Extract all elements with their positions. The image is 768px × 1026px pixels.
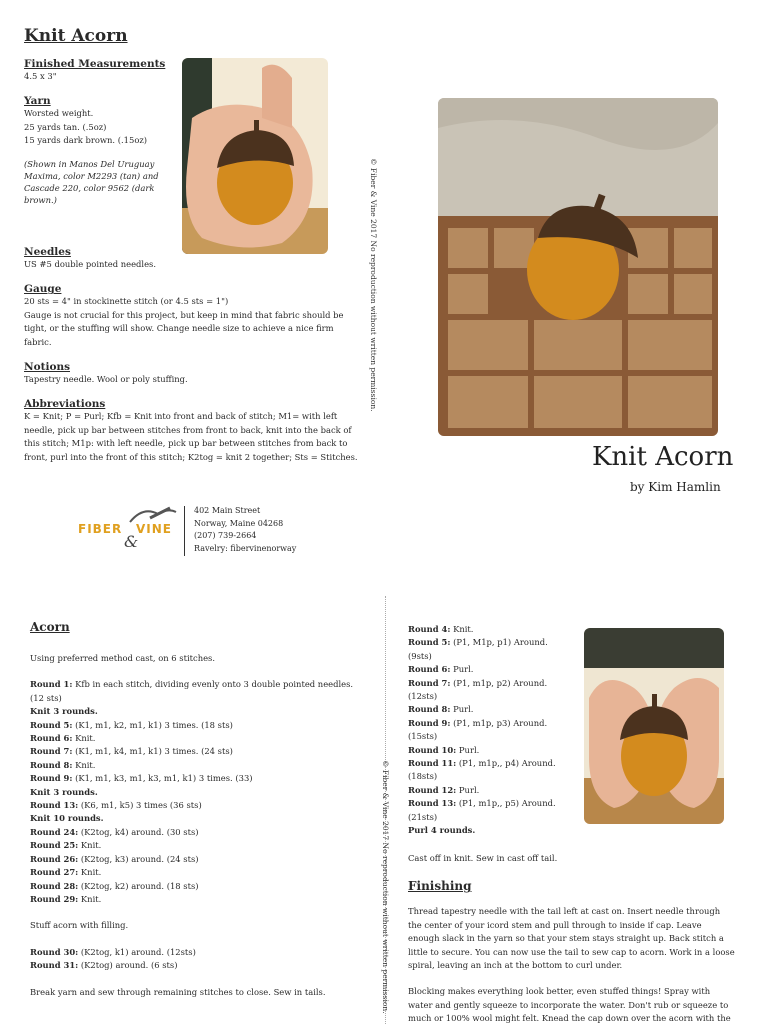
round-instruction: Purl. [450, 664, 474, 675]
round-instruction: (K2tog, k2) around. (18 sts) [78, 880, 199, 891]
round-instruction: (K1, m1, k4, m1, k1) 3 times. (24 sts) [72, 746, 233, 757]
round-line [30, 946, 370, 959]
round-label: Round 8: [408, 704, 451, 715]
round-line [30, 786, 370, 799]
acorn-in-hands-photo [182, 58, 328, 254]
finishing-heading: Finishing [408, 879, 472, 894]
round-line [408, 623, 588, 636]
round-line [30, 705, 370, 718]
round-instruction: Purl. [450, 704, 474, 715]
round-label: Round 13: [408, 798, 457, 809]
round-instruction: Knit. [78, 840, 102, 851]
round-instruction: (K2tog, k4) around. (30 sts) [78, 826, 199, 837]
yarn-line: 15 yards dark brown. (.15oz) [24, 135, 148, 146]
round-line [408, 744, 588, 757]
store-address [194, 505, 296, 555]
round-label: Knit 3 rounds. [30, 786, 98, 797]
round-instruction: (9sts) [408, 650, 432, 661]
copyright-vertical-top: © Fiber & Vine 2017 No reproduction without written permission. [369, 158, 378, 412]
round-line [30, 880, 370, 893]
round-line [408, 730, 588, 743]
round-label: Round 24: [30, 826, 79, 837]
address-line: Norway, Maine 04268 [194, 518, 284, 528]
round-line [30, 799, 370, 812]
round-label: Knit 3 rounds. [30, 706, 98, 717]
round-instruction: (P1, m1p, p3) Around. [450, 717, 548, 728]
round-label: Round 26: [30, 853, 79, 864]
round-instruction: (P1, M1p, p1) Around. [450, 637, 548, 648]
round-label: Round 12: [408, 784, 457, 795]
copyright-vertical-bottom: © Fiber & Vine 2017 No reproduction without written permission. [381, 760, 390, 1014]
round-instruction: (K2tog, k1) around. (12sts) [78, 946, 196, 957]
round-label: Round 10: [408, 744, 457, 755]
cast-on-text: Using preferred method cast, on 6 stitches. [30, 653, 216, 663]
round-instruction: (15sts) [408, 731, 438, 742]
left-column-top [24, 58, 184, 206]
round-instruction: Knit. [72, 759, 96, 770]
round-line [30, 772, 370, 785]
gauge-line: tight, or the stuffing will show. Change needle size to achieve a nice firm [24, 323, 334, 334]
left-column-bottom [24, 246, 364, 464]
finished-measurements-value: 4.5 x 3" [24, 71, 57, 81]
round-label: Round 25: [30, 840, 79, 851]
round-line [30, 692, 370, 705]
finishing-line: enough slack in the yarn so that your stem stays straight up. Back stitch a [408, 933, 724, 944]
yarn-note-line: Maxima, color M2293 (tan) and [24, 170, 159, 181]
round-instruction: (P1, m1p, p2) Around. [450, 677, 548, 688]
fiber-vine-logo [78, 506, 186, 556]
round-instruction: Purl. [456, 744, 480, 755]
cap-instructions [408, 623, 588, 838]
finishing-line: spiral, leaving an inch at the bottom to curl under. [408, 960, 623, 971]
address-line: (207) 739-2664 [194, 531, 257, 540]
round-instruction: (K1, m1, k2, m1, k1) 3 times. (18 sts) [72, 719, 233, 730]
round-instruction: Knit. [72, 733, 96, 744]
round-label: Purl 4 rounds. [408, 825, 476, 836]
abbreviation-line: this stitch; M1p: with left needle, pick up bar between stitches from back to [24, 438, 348, 449]
needles-heading: Needles [24, 246, 71, 258]
round-instruction: (K6, m1, k5) 3 times (36 sts) [78, 800, 202, 811]
acorn-instructions [30, 620, 370, 999]
round-label: Round 11: [408, 758, 457, 769]
round-instruction: (K2tog, k3) around. (24 sts) [78, 853, 199, 864]
closing-rounds-list [30, 946, 370, 973]
round-line [408, 770, 588, 783]
round-line [30, 745, 370, 758]
round-label: Round 31: [30, 960, 79, 971]
round-label: Round 7: [30, 746, 73, 757]
round-label: Round 28: [30, 880, 79, 891]
round-line [30, 732, 370, 745]
round-instruction: Knit. [78, 867, 102, 878]
round-line [30, 719, 370, 732]
blocking-line: Blocking makes everything look better, even stuffed things! Spray with [408, 986, 711, 997]
round-line [408, 757, 588, 770]
logo-ampersand: & [124, 532, 139, 551]
round-label: Round 8: [30, 759, 73, 770]
notions-value: Tapestry needle. Wool or poly stuffing. [24, 374, 188, 385]
round-line [30, 959, 370, 972]
round-line [408, 797, 588, 810]
round-line [408, 784, 588, 797]
round-instruction: (18sts) [408, 771, 438, 782]
abbreviations-lines [24, 410, 364, 464]
round-instruction: Knit. [78, 893, 102, 904]
finishing-section [408, 852, 748, 1026]
finishing-lines [408, 905, 748, 972]
abbreviations-heading: Abbreviations [24, 398, 106, 411]
logo-word-fiber: FIBER [78, 522, 123, 536]
break-yarn-text: Break yarn and sew through remaining stitches to close. Sew in tails. [30, 986, 326, 997]
round-label: Round 7: [408, 677, 451, 688]
round-instruction: (K2tog) around. (6 sts) [78, 960, 178, 971]
yarn-skein-icon [128, 506, 178, 526]
round-label: Round 29: [30, 893, 79, 904]
notions-heading: Notions [24, 361, 70, 374]
finishing-line: the center of your icord stem and pull through to inside if cap. Leave [408, 919, 702, 930]
round-line [408, 650, 588, 663]
abbreviation-line: front, purl into the front of this stitch; K2tog = knit 2 together; Sts = Stitches. [24, 451, 358, 462]
yarn-note-line: brown.) [24, 195, 57, 206]
page-title: Knit Acorn [24, 26, 128, 46]
round-line [30, 853, 370, 866]
finishing-line: little to secure. You can now use the tail to sew cap to acorn. Work in a loose [408, 946, 735, 957]
round-label: Round 30: [30, 946, 79, 957]
finished-measurements-heading: Finished Measurements [24, 58, 166, 70]
finishing-line: Thread tapestry needle with the tail left at cast on. Insert needle through [408, 906, 721, 917]
gauge-line: 20 sts = 4" in stockinette stitch (or 4.5 sts = 1") [24, 296, 229, 307]
round-instruction: Knit. [450, 624, 474, 634]
blocking-line: much or 100% wool might felt. Knead the cap down over the acorn with the [408, 1013, 731, 1024]
round-instruction: (K1, m1, k3, m1, k3, m1, k1) 3 times. (33) [72, 773, 253, 784]
yarn-line: 25 yards tan. (.5oz) [24, 121, 107, 132]
address-line: 402 Main Street [194, 506, 261, 515]
stuff-text: Stuff acorn with filling. [30, 920, 129, 931]
round-line [408, 703, 588, 716]
abbreviation-line: needle, pick up bar between stitches from front to back, knit into the back of [24, 424, 352, 435]
round-label: Round 5: [408, 637, 451, 648]
blocking-line: water and gently squeeze to incorporate the water. Don't rub or squeeze to [408, 999, 729, 1010]
round-line [408, 717, 588, 730]
round-line [30, 812, 370, 825]
gauge-heading: Gauge [24, 283, 62, 296]
round-label: Round 4: [408, 624, 451, 634]
yarn-lines [24, 107, 184, 147]
acorn-in-tray-photo [438, 98, 718, 436]
round-line [30, 893, 370, 906]
yarn-heading: Yarn [24, 95, 51, 108]
gauge-lines [24, 295, 364, 349]
round-instruction: (12 sts) [30, 692, 62, 703]
address-line: Ravelry: fibervinenorway [194, 543, 297, 553]
cast-off-text: Cast off in knit. Sew in cast off tail. [408, 853, 558, 863]
needles-value: US #5 double pointed needles. [24, 259, 157, 269]
round-line [30, 866, 370, 879]
yarn-note-line: (Shown in Manos Del Uruguay [24, 158, 155, 169]
blocking-lines [408, 985, 748, 1025]
round-line [30, 826, 370, 839]
round-line [408, 663, 588, 676]
logo-word-vine: VINE [136, 522, 172, 536]
abbreviation-line: K = Knit; P = Purl; Kfb = Knit into front and back of stitch; M1= with left [24, 411, 338, 422]
acorn-in-palms-photo [584, 628, 724, 824]
round-label: Round 5: [30, 719, 73, 730]
round-label: Knit 10 rounds. [30, 813, 104, 824]
round-line [408, 636, 588, 649]
round-instruction: (21sts) [408, 811, 438, 822]
round-label: Round 27: [30, 867, 79, 878]
round-label: Round 6: [30, 733, 73, 744]
round-label: Round 13: [30, 800, 79, 811]
round-line [408, 677, 588, 690]
round-label: Round 1: [30, 679, 73, 690]
round-line [408, 811, 588, 824]
round-label: Round 6: [408, 664, 451, 675]
gauge-line: Gauge is not crucial for this project, but keep in mind that fabric should be [24, 309, 344, 320]
round-line [30, 839, 370, 852]
round-label: Round 9: [408, 717, 451, 728]
round-line [30, 678, 370, 691]
round-instruction: (P1, m1p,, p5) Around. [456, 798, 556, 809]
round-instruction: Kfb in each stitch, dividing evenly onto 3 double pointed needles. [72, 679, 354, 690]
cap-rounds-list [408, 623, 588, 838]
round-label: Round 9: [30, 773, 73, 784]
round-instruction: Purl. [456, 784, 480, 795]
logo-divider [184, 506, 185, 556]
round-line [30, 759, 370, 772]
gauge-line: fabric. [24, 336, 52, 347]
round-line [408, 824, 588, 837]
acorn-rounds-list [30, 678, 370, 906]
round-instruction: (12sts) [408, 691, 438, 702]
round-instruction: (P1, m1p,, p4) Around. [456, 758, 556, 769]
round-line [408, 690, 588, 703]
yarn-note [24, 158, 184, 207]
acorn-heading: Acorn [30, 620, 70, 634]
cover-title: Knit Acorn [592, 442, 734, 472]
byline: by Kim Hamlin [630, 480, 721, 494]
yarn-line: Worsted weight. [24, 108, 94, 119]
yarn-note-line: Cascade 220, color 9562 (dark [24, 183, 155, 194]
